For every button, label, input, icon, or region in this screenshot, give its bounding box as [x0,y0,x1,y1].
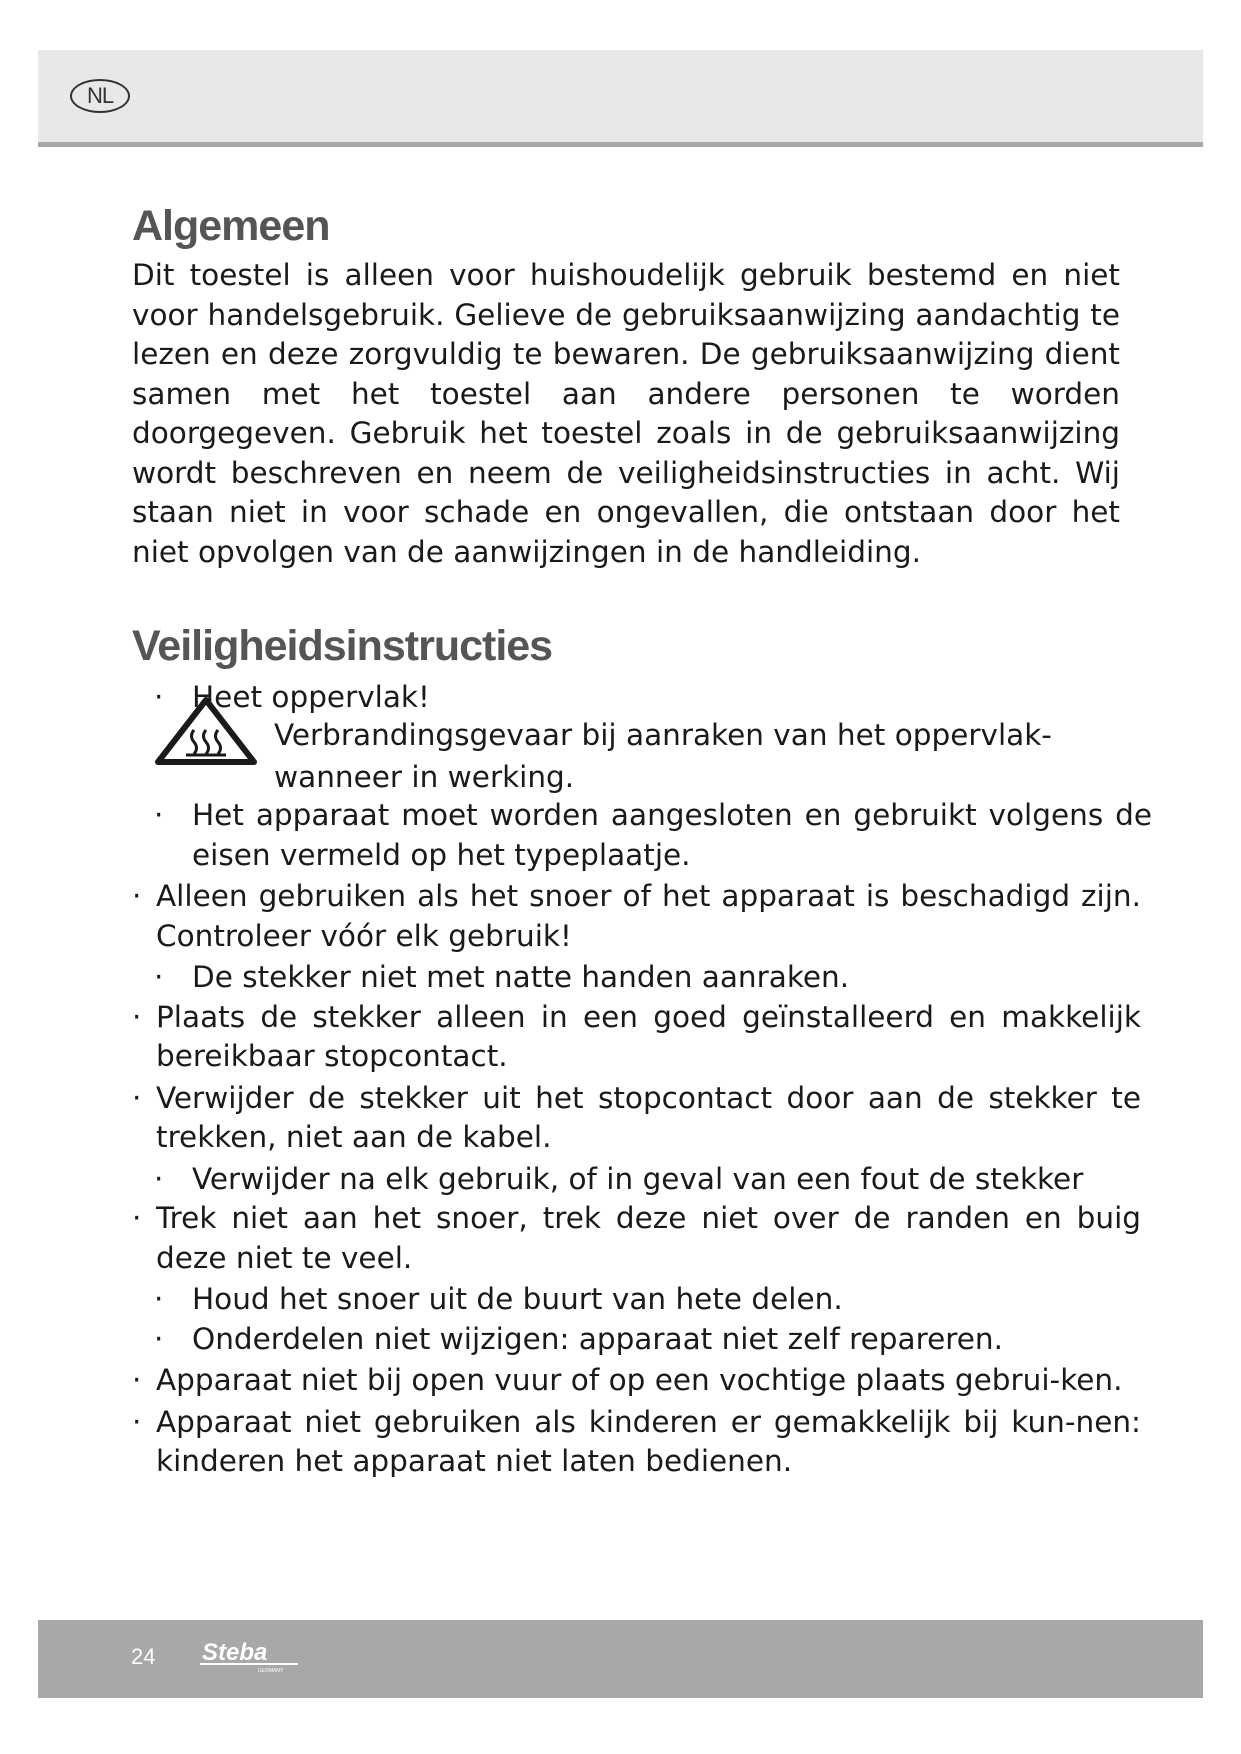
language-badge: NL [70,79,130,113]
section-title-general: Algemeen [132,202,330,250]
list-item-text: Apparaat niet gebruiken als kinderen er gemakkelijk bij kun-nen: kinderen het apparaat niet laten bedienen. [156,1404,1141,1478]
page-content [132,196,1152,1482]
list-item-text: Houd het snoer uit de buurt van hete delen. [192,1282,843,1316]
hot-surface-line1: Verbrandingsgevaar bij aanraken van het oppervlak- [274,718,1052,752]
list-item [132,1403,1141,1482]
list-item [132,958,1152,998]
page-footer [38,1620,1203,1698]
list-item-text: Verwijder de stekker uit het stopcontact door aan de stekker te trekken, niet aan de kabel. [156,1080,1141,1154]
list-item [132,796,1152,875]
list-item [132,998,1141,1077]
bullet: · [154,1161,164,1196]
general-paragraph: Dit toestel is alleen voor huishoudelijk gebruik bestemd en niet voor handelsgebruik. Gelieve de gebruiksaanwijzing aandachtig te lezen en deze zorgvuldig te bewaren. De gebruiksaanwijzing dient samen met het toestel aan andere personen te worden doorgegeven. Gebruik het toestel zoals in de gebruiksaanwijzing wordt beschreven en neem de veiligheidsinstructies in acht. Wij staan niet in voor schade en ongevallen, die ontstaan door het niet opvolgen van de aanwijzingen in de handleiding. [132,258,1120,569]
page-number: 24 [131,1644,156,1669]
list-item-text: De stekker niet met natte handen aanraken. [192,960,850,994]
list-item-text: Plaats de stekker alleen in een goed geïnstalleerd en makkelijk bereikbaar stopcontact. [156,999,1141,1073]
hot-surface-warning [132,678,1152,796]
bullet: · [132,1363,142,1397]
brand-name: Steba [202,1639,268,1666]
bullet: · [132,1404,142,1439]
list-item [132,1199,1141,1278]
section-title-safety: Veiligheidsinstructies [132,622,553,670]
page-header [38,50,1203,147]
list-item-text: Trek niet aan het snoer, trek deze niet over de randen en buig deze niet te veel. [156,1201,1141,1275]
list-item [132,1079,1141,1158]
list-item [132,877,1141,956]
brand-sub: GERMANY [258,1668,284,1674]
hot-surface-line2: wanneer in werking. [274,760,575,794]
list-item [132,1320,1152,1360]
bullet: · [154,1321,164,1356]
bullet: · [132,879,142,913]
bullet: · [154,680,164,714]
safety-list [132,678,1152,1482]
bullet: · [154,1282,164,1316]
list-item [132,1280,1152,1320]
list-item-text: Apparaat niet bij open vuur of op een vochtige plaats gebrui-ken. [156,1363,1123,1397]
list-item [132,1361,1141,1401]
list-item-text: Verwijder na elk gebruik, of in geval van een fout de stekker [192,1161,1084,1196]
bullet: · [132,1201,142,1235]
steba-logo [198,1638,318,1678]
list-item-text: Alleen gebruiken als het snoer of het apparaat is beschadigd zijn. Controleer vóór elk gebruik! [156,879,1141,953]
list-item-text: Onderdelen niet wijzigen: apparaat niet zelf repareren. [192,1321,1003,1356]
bullet: · [154,798,164,832]
list-item-text: Het apparaat moet worden aangesloten en gebruikt volgens de eisen vermeld op het typeplaatje. [192,798,1152,872]
list-item [132,1160,1152,1200]
bullet: · [132,1080,142,1115]
bullet: · [154,960,164,994]
bullet: · [132,999,142,1034]
hot-surface-title: Heet oppervlak! [192,680,430,714]
